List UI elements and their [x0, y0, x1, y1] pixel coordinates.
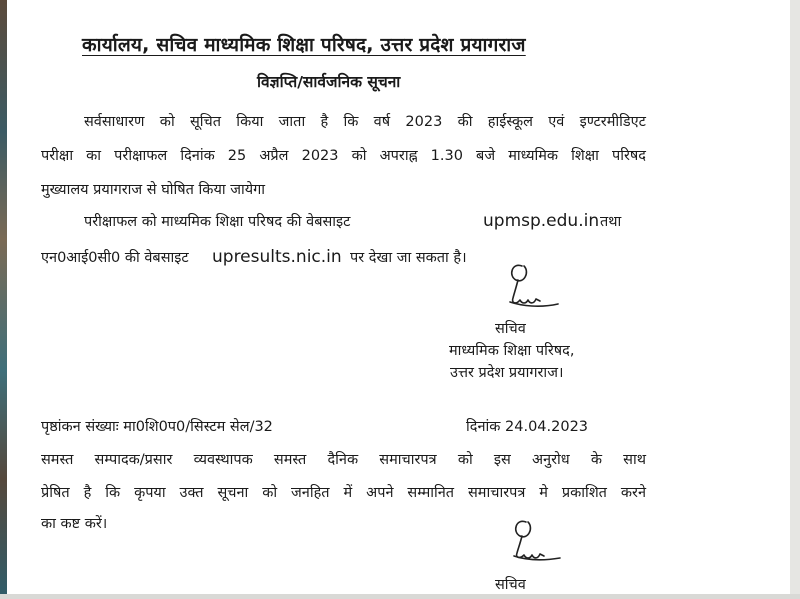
para2-line1-tail: तथा [600, 214, 622, 230]
endorsement-line1: समस्त सम्पादक/प्रसार व्यवस्थापक समस्त दैनिक समाचारपत्र को इस अनुरोध के साथ [41, 452, 646, 468]
para2-line1-text: परीक्षाफल को माध्यमिक शिक्षा परिषद की वेबसाइट [84, 214, 351, 230]
signatory-designation: सचिव [495, 321, 526, 337]
endorsement-date: दिनांक 24.04.2023 [466, 419, 589, 435]
para2-line2-text: एन0आई0सी0 की वेबसाइट [41, 250, 189, 266]
signatory-org-line1: माध्यमिक शिक्षा परिषद, [449, 343, 575, 359]
para2-line2-tail: पर देखा जा सकता है। [350, 250, 467, 266]
endorsement-line3: का कष्ट करें। [41, 516, 108, 532]
endorsement-ref-no: पृष्ठांकन संख्याः मा0शि0प0/सिस्टम सेल/32 [41, 419, 273, 435]
endorsement-line2: प्रेषित है कि कृपया उक्त सूचना को जनहित में अपने सम्मानित समाचारपत्र मे प्रकाशित करने [41, 485, 646, 501]
office-heading: कार्यालय, सचिव माध्यमिक शिक्षा परिषद, उत्तर प्रदेश प्रयागराज [82, 34, 526, 56]
para1-line2: परीक्षा का परीक्षाफल दिनांक 25 अप्रैल 2023 को अपराह्न 1.30 बजे माध्यमिक शिक्षा परिषद [41, 148, 646, 164]
page-edge-bottom [0, 594, 800, 599]
signature-1 [502, 258, 564, 314]
signature-2 [506, 514, 566, 566]
background-edge [0, 0, 7, 599]
para1-line3: मुख्यालय प्रयागराज से घोषित किया जायेगा [41, 182, 266, 198]
endorsement-designation: सचिव [495, 577, 526, 593]
website-upmsp: upmsp.edu.in [483, 211, 600, 231]
website-upresults: upresults.nic.in [212, 247, 342, 267]
para1-line1: सर्वसाधारण को सूचित किया जाता है कि वर्ष 2023 की हाईस्कूल एवं इण्टरमीडिएट [84, 114, 646, 130]
notice-subtitle: विज्ञप्ति/सार्वजनिक सूचना [257, 73, 401, 91]
page-edge-right [790, 0, 800, 599]
signatory-org-line2: उत्तर प्रदेश प्रयागराज। [450, 365, 564, 381]
